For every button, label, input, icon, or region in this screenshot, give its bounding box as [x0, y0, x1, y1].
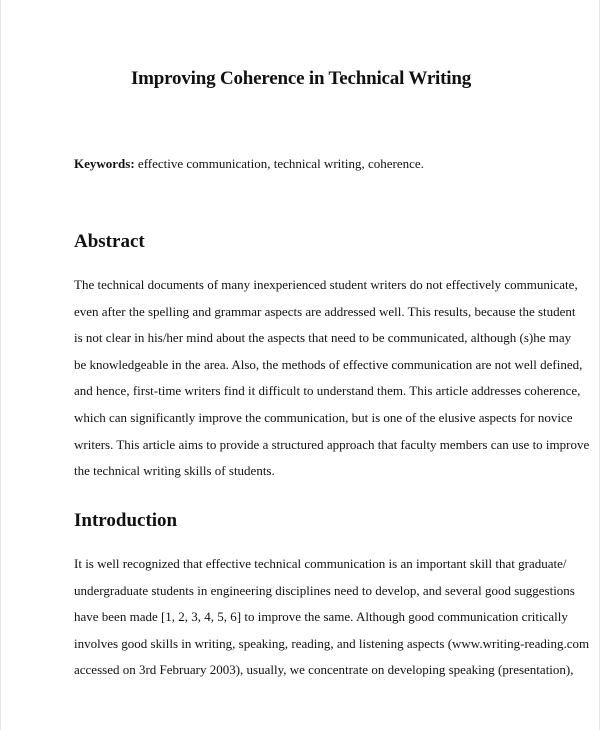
abstract-line: writers. This article aims to provide a structured approach that faculty members can use to improve	[74, 436, 590, 452]
abstract-line: The technical documents of many inexperienced student writers do not effectively communicate,	[74, 277, 578, 292]
abstract-heading: Abstract	[74, 231, 145, 252]
document-title: Improving Coherence in Technical Writing	[130, 68, 472, 89]
abstract-line: which can significantly improve the communication, but is one of the elusive aspects for novice	[74, 409, 573, 425]
introduction-line: accessed on 3rd February 2003), usually, we concentrate on developing speaking (presentation),	[74, 662, 574, 678]
introduction-line: undergraduate students in engineering disciplines need to develop, and several good suggestions	[74, 582, 575, 598]
abstract-line: and hence, first-time writers find it difficult to understand them. This article addresses coherence,	[74, 383, 581, 399]
introduction-line: It is well recognized that effective technical communication is an important skill that graduate/	[74, 556, 567, 571]
introduction-paragraph	[74, 551, 590, 684]
abstract-line: is not clear in his/her mind about the aspects that need to be communicated, although (s)he may	[74, 330, 572, 346]
keywords-text: effective communication, technical writing, coherence.	[134, 156, 424, 171]
introduction-line: have been made [1, 2, 3, 4, 5, 6] to improve the same. Although good communication critically	[74, 609, 568, 625]
keywords-label: Keywords:	[74, 156, 135, 171]
abstract-line: even after the spelling and grammar aspects are addressed well. This results, because the student	[74, 303, 576, 319]
introduction-line: involves good skills in writing, speaking, reading, and listening aspects (www.writing-reading.com	[74, 635, 590, 651]
keywords-line	[74, 156, 424, 172]
abstract-line: be knowledgeable in the area. Also, the methods of effective communication are not well defined,	[74, 356, 583, 372]
abstract-paragraph	[74, 272, 590, 485]
abstract-line: the technical writing skills of students.	[74, 463, 275, 479]
introduction-heading: Introduction	[74, 510, 178, 531]
